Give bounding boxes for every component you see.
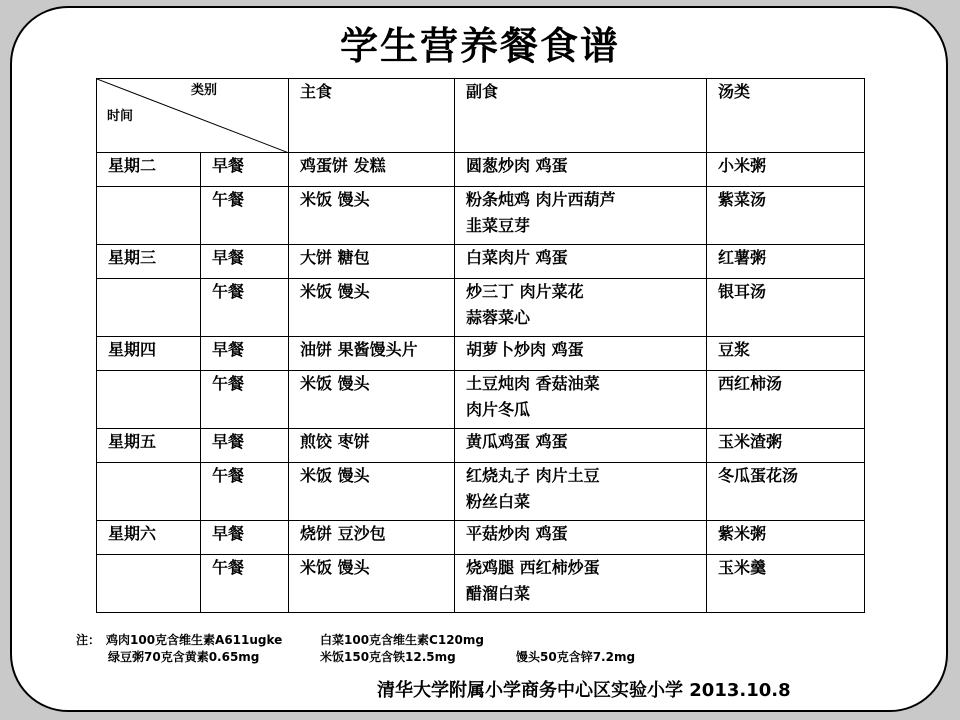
side-dish-cell (455, 555, 707, 613)
side-dish-cell (455, 153, 707, 187)
meal-cell: 午餐 (201, 371, 289, 429)
note-item: 白菜100克含维生素C120mg (320, 633, 484, 647)
table-row (97, 371, 865, 429)
side-dish-cell (455, 279, 707, 337)
soup-cell: 西红柿汤 (707, 371, 865, 429)
side-dish-line: 烧鸡腿 西红柿炒蛋 (466, 558, 600, 577)
footer-school-date: 清华大学附属小学商务中心区实验小学 2013.10.8 (377, 680, 791, 701)
meal-cell: 午餐 (201, 463, 289, 521)
side-dish-line: 白菜肉片 鸡蛋 (466, 248, 568, 267)
table-row (97, 555, 865, 613)
day-cell (97, 555, 201, 613)
menu-table-body (97, 153, 865, 613)
meal-cell: 早餐 (201, 337, 289, 371)
side-dish-cell (455, 187, 707, 245)
table-row (97, 463, 865, 521)
staple-cell: 烧饼 豆沙包 (289, 521, 455, 555)
side-dish-line: 胡萝卜炒肉 鸡蛋 (466, 340, 584, 359)
time-label: 时间 (107, 109, 134, 124)
day-cell: 星期二 (97, 153, 201, 187)
meal-cell: 早餐 (201, 153, 289, 187)
table-row (97, 521, 865, 555)
side-dish-line: 土豆炖肉 香菇油菜 (466, 374, 600, 393)
side-dish-line: 粉条炖鸡 肉片西葫芦 (466, 190, 616, 209)
side-dish-line: 平菇炒肉 鸡蛋 (466, 524, 568, 543)
side-dish-line: 肉片冬瓜 (466, 400, 531, 419)
side-dish-cell (455, 245, 707, 279)
note-item: 米饭150克含铁12.5mg (320, 650, 456, 664)
side-dish-cell (455, 521, 707, 555)
table-row (97, 337, 865, 371)
side-dish-line: 醋溜白菜 (466, 584, 531, 603)
side-dish-line: 圆葱炒肉 鸡蛋 (466, 156, 568, 175)
day-cell: 星期三 (97, 245, 201, 279)
column-header-side: 副食 (455, 79, 707, 153)
side-dish-line: 蒜蓉菜心 (466, 308, 531, 327)
day-cell (97, 463, 201, 521)
diagonal-header-cell (97, 79, 289, 153)
soup-cell: 紫米粥 (707, 521, 865, 555)
meal-cell: 早餐 (201, 245, 289, 279)
page-title: 学生营养餐食谱 (339, 24, 620, 68)
meal-cell: 午餐 (201, 187, 289, 245)
day-cell (97, 279, 201, 337)
column-header-staple: 主食 (289, 79, 455, 153)
soup-cell: 玉米渣粥 (707, 429, 865, 463)
soup-cell: 豆浆 (707, 337, 865, 371)
staple-cell: 大饼 糖包 (289, 245, 455, 279)
menu-table (96, 78, 865, 613)
staple-cell: 鸡蛋饼 发糕 (289, 153, 455, 187)
meal-cell: 午餐 (201, 555, 289, 613)
side-dish-cell (455, 429, 707, 463)
staple-cell: 米饭 馒头 (289, 279, 455, 337)
staple-cell: 米饭 馒头 (289, 187, 455, 245)
staple-cell: 米饭 馒头 (289, 555, 455, 613)
table-row (97, 279, 865, 337)
table-row (97, 153, 865, 187)
note-item: 绿豆粥70克含黄素0.65mg (108, 650, 260, 664)
side-dish-line: 粉丝白菜 (466, 492, 531, 511)
table-row (97, 187, 865, 245)
meal-cell: 早餐 (201, 429, 289, 463)
table-header-row (97, 79, 865, 153)
soup-cell: 紫菜汤 (707, 187, 865, 245)
soup-cell: 冬瓜蛋花汤 (707, 463, 865, 521)
side-dish-line: 炒三丁 肉片菜花 (466, 282, 584, 301)
staple-cell: 米饭 馒头 (289, 463, 455, 521)
note-item: 馒头50克含锌7.2mg (516, 650, 636, 664)
side-dish-cell (455, 463, 707, 521)
table-row (97, 245, 865, 279)
day-cell: 星期四 (97, 337, 201, 371)
staple-cell: 米饭 馒头 (289, 371, 455, 429)
category-label: 类别 (191, 83, 218, 98)
note-item: 鸡肉100克含维生素A611ugke (106, 633, 283, 647)
staple-cell: 油饼 果酱馒头片 (289, 337, 455, 371)
day-cell (97, 371, 201, 429)
notes-prefix: 注： (76, 633, 101, 647)
side-dish-line: 红烧丸子 肉片土豆 (466, 466, 600, 485)
side-dish-line: 黄瓜鸡蛋 鸡蛋 (466, 432, 568, 451)
side-dish-line: 韭菜豆芽 (466, 216, 531, 235)
soup-cell: 银耳汤 (707, 279, 865, 337)
soup-cell: 小米粥 (707, 153, 865, 187)
meal-cell: 午餐 (201, 279, 289, 337)
soup-cell: 红薯粥 (707, 245, 865, 279)
table-row (97, 429, 865, 463)
meal-cell: 早餐 (201, 521, 289, 555)
staple-cell: 煎饺 枣饼 (289, 429, 455, 463)
column-header-soup: 汤类 (707, 79, 865, 153)
soup-cell: 玉米羹 (707, 555, 865, 613)
day-cell (97, 187, 201, 245)
side-dish-cell (455, 371, 707, 429)
day-cell: 星期六 (97, 521, 201, 555)
day-cell: 星期五 (97, 429, 201, 463)
side-dish-cell (455, 337, 707, 371)
